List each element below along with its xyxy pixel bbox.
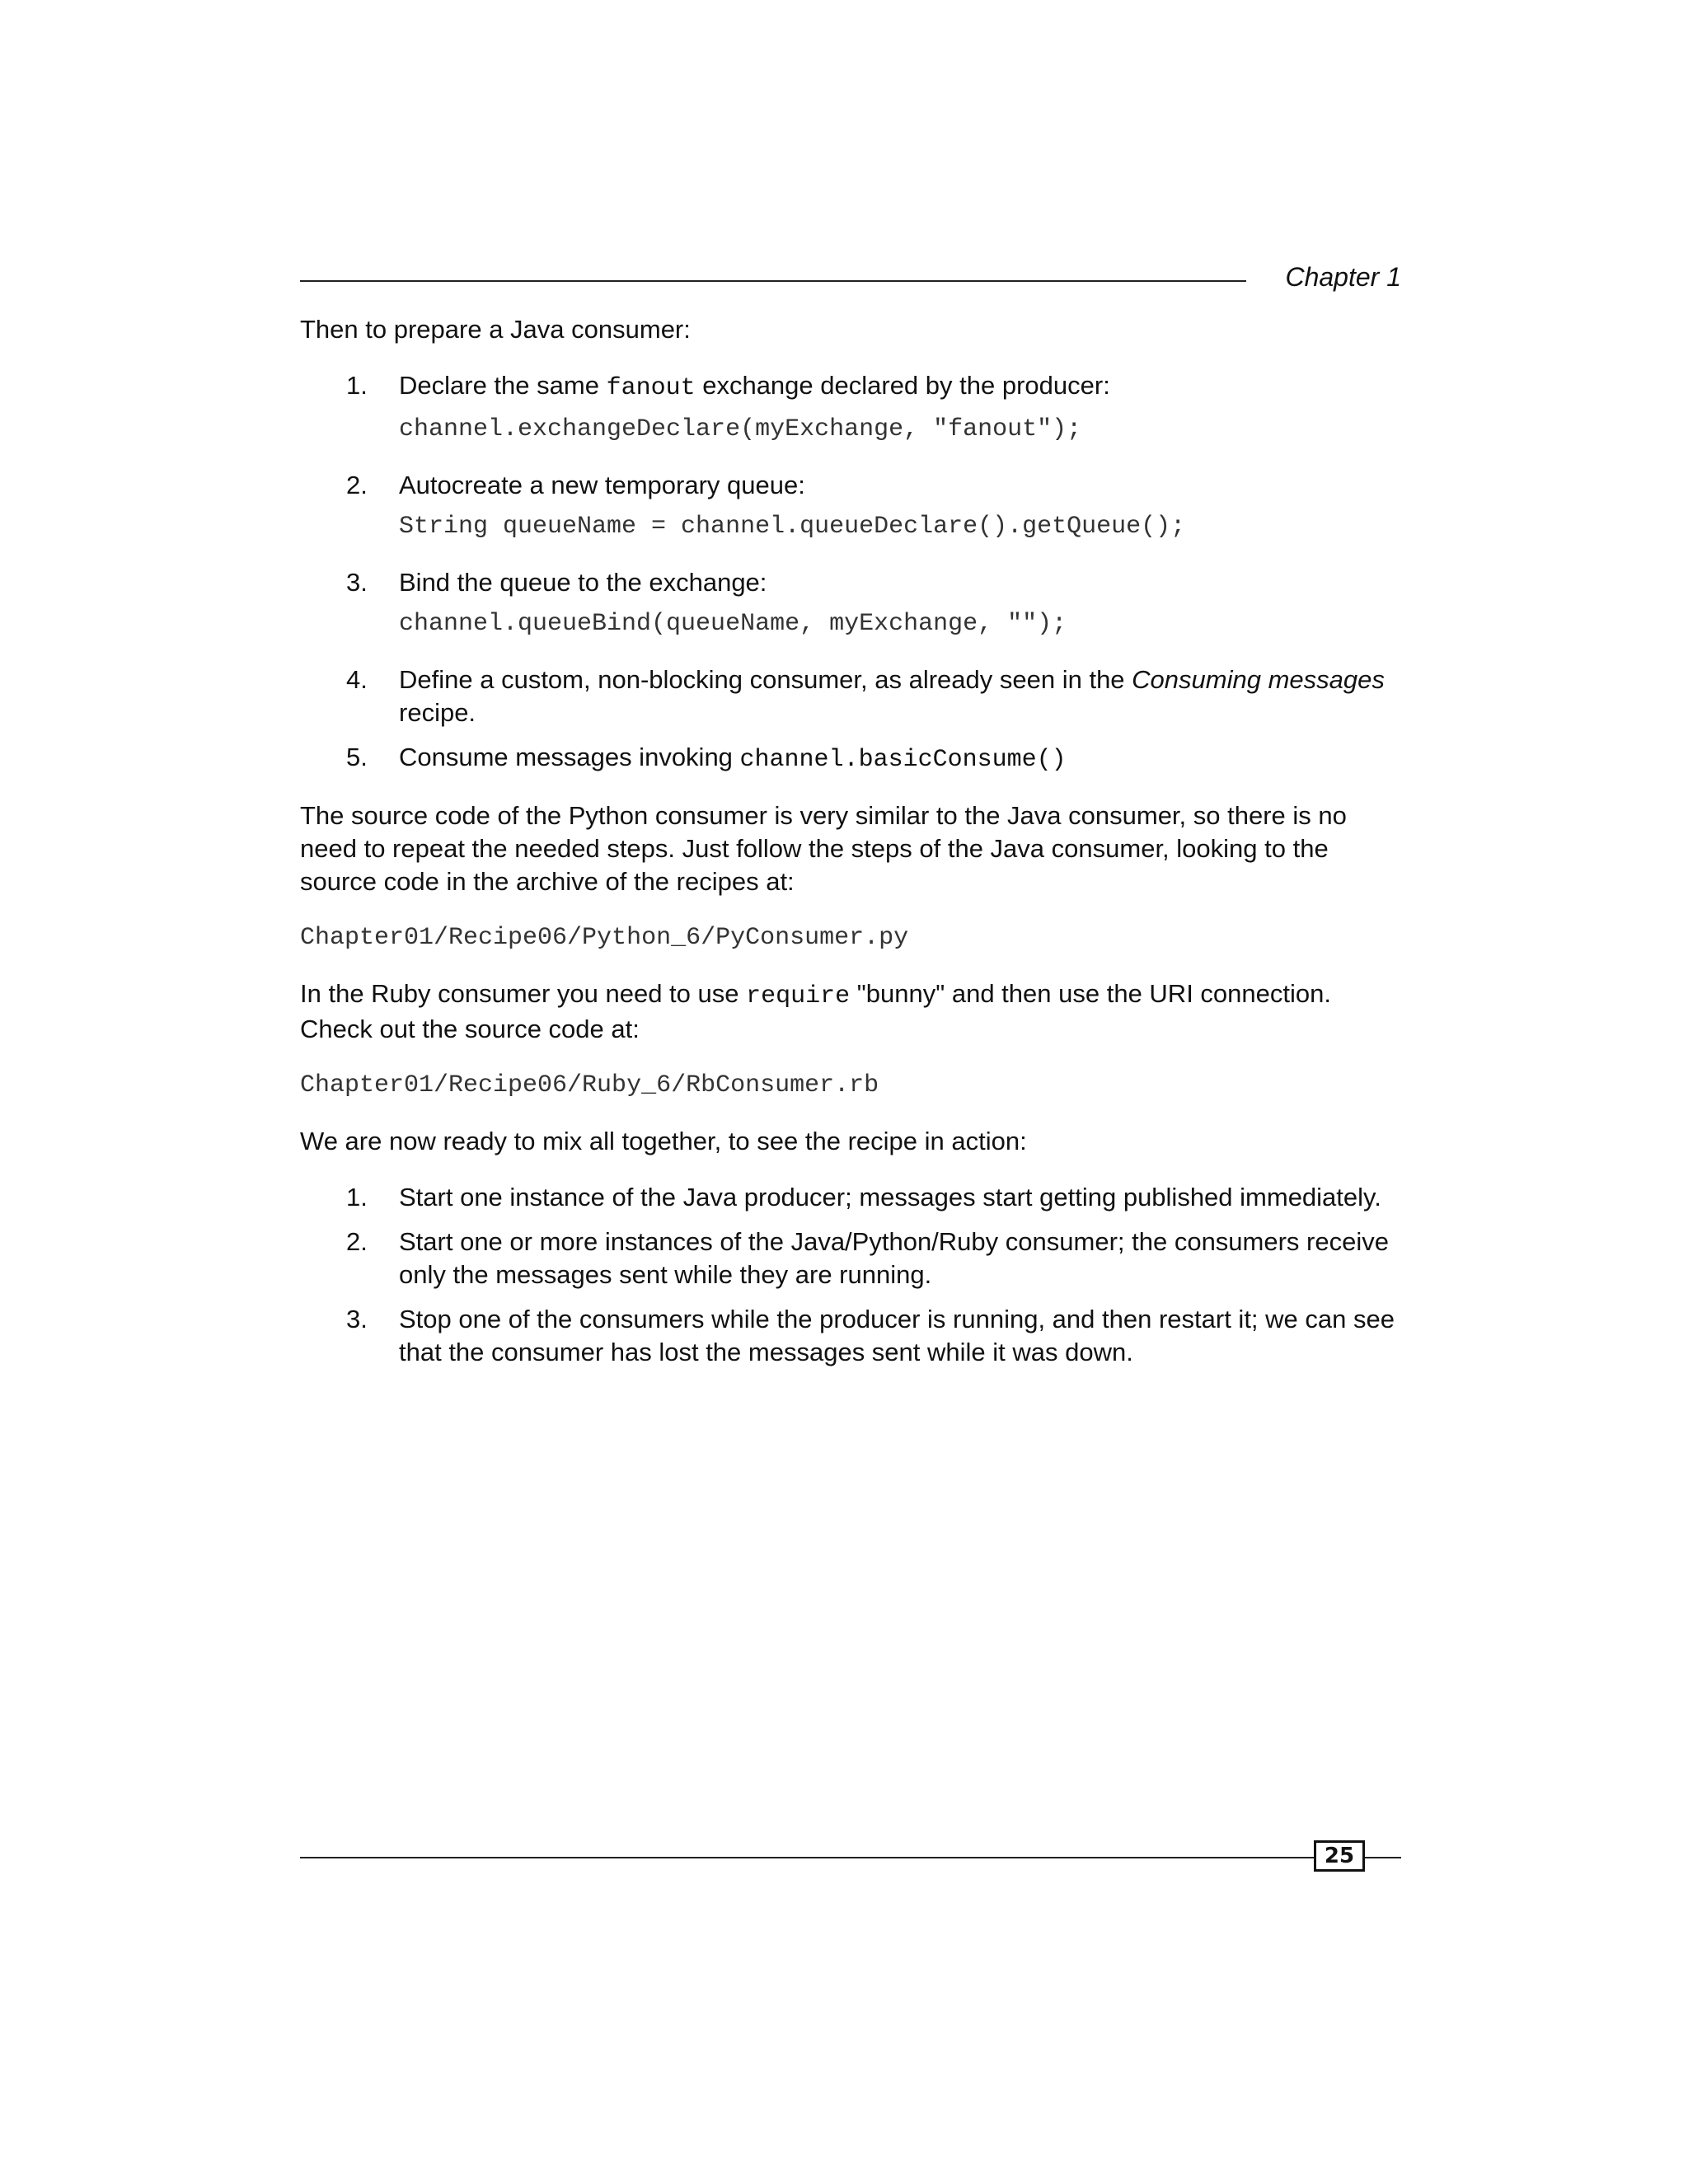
step-number: 1. [346, 1183, 368, 1212]
step-number: 1. [346, 371, 368, 400]
step-number: 2. [346, 471, 368, 499]
list-item [300, 1226, 1401, 1291]
list-item [300, 469, 1401, 543]
code-snippet: String queueName = channel.queueDeclare().getQueue(); [399, 513, 1186, 541]
list-item [300, 1181, 1401, 1214]
step-number: 5. [346, 743, 368, 771]
ruby-paragraph [300, 977, 1401, 1046]
running-header-chapter: Chapter 1 [1285, 262, 1401, 292]
step-text-part: exchange declared by the producer: [695, 371, 1110, 400]
intro-paragraph: Then to prepare a Java consumer: [300, 315, 691, 344]
run-recipe-steps [300, 1181, 1401, 1369]
list-item [300, 1303, 1401, 1369]
step-text: Start one instance of the Java producer; messages start getting published immediately. [399, 1183, 1381, 1212]
step-text [399, 369, 1401, 405]
page-body [300, 313, 1401, 1369]
step-text-part: Declare the same [399, 371, 607, 400]
step-text: Start one or more instances of the Java/Python/Ruby consumer; the consumers receive only the messages sent while they are running. [399, 1227, 1389, 1289]
step-number: 3. [346, 568, 368, 597]
python-source-path: Chapter01/Recipe06/Python_6/PyConsumer.py [300, 924, 909, 952]
step-text-part: recipe. [399, 698, 476, 727]
code-snippet: channel.exchangeDeclare(myExchange, "fanout"); [399, 415, 1082, 443]
paragraph-text-part: "bunny" and then use the URI connection. Check out the source code at: [300, 979, 1331, 1043]
list-item [300, 566, 1401, 640]
ruby-source-path: Chapter01/Recipe06/Ruby_6/RbConsumer.rb [300, 1071, 879, 1099]
list-item [300, 741, 1401, 776]
inline-code: require [746, 982, 851, 1010]
step-text [399, 663, 1401, 729]
step-number: 3. [346, 1305, 368, 1333]
list-item [300, 663, 1401, 729]
step-text-part: Consume messages invoking [399, 743, 740, 771]
inline-code: channel.basicConsume() [739, 746, 1067, 774]
mix-intro-paragraph: We are now ready to mix all together, to see the recipe in action: [300, 1127, 1027, 1155]
step-text-part: Define a custom, non-blocking consumer, as already seen in the [399, 665, 1132, 694]
paragraph-text-part: In the Ruby consumer you need to use [300, 979, 747, 1008]
java-consumer-steps [300, 369, 1401, 776]
list-item [300, 369, 1401, 446]
step-text: Autocreate a new temporary queue: [399, 471, 805, 499]
page-number: 25 [1314, 1840, 1365, 1872]
step-number: 2. [346, 1227, 368, 1256]
step-number: 4. [346, 665, 368, 694]
code-snippet: channel.queueBind(queueName, myExchange, ""); [399, 610, 1067, 638]
step-text: Bind the queue to the exchange: [399, 568, 767, 597]
header-rule [300, 280, 1246, 282]
step-text: Stop one of the consumers while the producer is running, and then restart it; we can see that the consumer has lost the messages sent while it was down. [399, 1305, 1395, 1366]
recipe-reference: Consuming messages [1132, 665, 1385, 694]
step-text [399, 741, 1401, 776]
inline-code: fanout [606, 374, 696, 402]
footer-rule [300, 1857, 1401, 1858]
python-paragraph: The source code of the Python consumer is very similar to the Java consumer, so there is no need to repeat the needed steps. Just follow the steps of the Java consumer, looking to the source code in the archive of the recipes at: [300, 801, 1347, 896]
